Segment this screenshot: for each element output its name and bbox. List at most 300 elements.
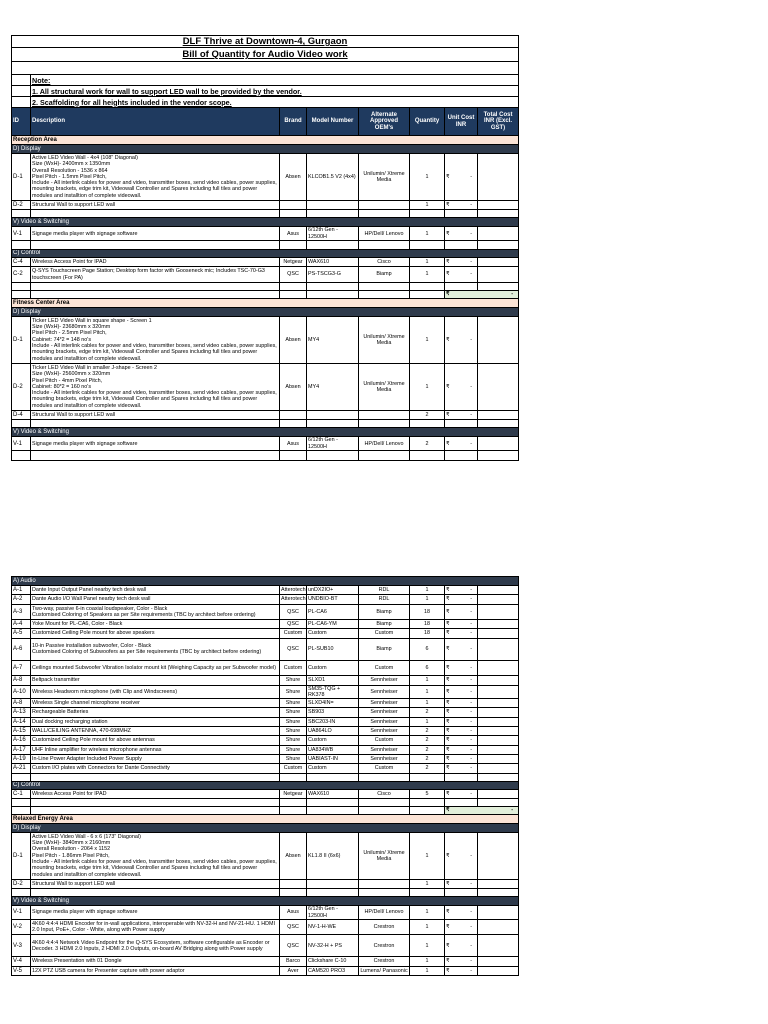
amount-dash: -: [470, 412, 472, 419]
amount-dash: -: [470, 664, 472, 671]
item-brand: Shure: [280, 745, 307, 754]
item-unit-cost: [445, 745, 478, 754]
currency-symbol: ₹: [446, 688, 450, 695]
item-alternate-oem: Crestron: [359, 919, 410, 935]
item-brand: Aver: [280, 966, 307, 975]
item-alternate-oem: Sennheiser: [359, 717, 410, 726]
item-model: UABIAST-IN: [307, 754, 359, 763]
item-description: [31, 227, 280, 241]
currency-symbol: ₹: [446, 942, 450, 949]
col-description: Description: [31, 108, 280, 136]
item-row: [12, 227, 519, 241]
item-alternate-oem: HP/Dell/ Lenovo: [359, 437, 410, 451]
description-line: Include - All interlink cables for power and video, transmitter boxes, send video cables, power supplies, mounting brackets, edge trim kit, Videowall Controller and Spares including full tiles and power modules and installtion of complete videowall.: [32, 180, 277, 199]
item-quantity: 1: [410, 966, 445, 975]
item-alternate-oem: RDL: [359, 595, 410, 604]
item-id: D-2: [12, 879, 31, 888]
item-brand: QSC: [280, 267, 307, 283]
amount-dash: -: [470, 688, 472, 695]
item-id: C-2: [12, 267, 31, 283]
amount-dash: -: [470, 765, 472, 772]
description-line: Include - All interlink cables for power and video, transmitter boxes, send video cables, power supplies, mounting brackets, edge trim kit, Videowall Controller and Spares including full tiles and power modules and installtion of complete videowall.: [32, 859, 277, 878]
item-brand: Absen: [280, 316, 307, 363]
item-alternate-oem: Unilumin/ Xtreme Media: [359, 316, 410, 363]
item-unit-cost: [445, 267, 478, 283]
item-quantity: 18: [410, 629, 445, 638]
item-alternate-oem: [359, 201, 410, 210]
item-brand: Shure: [280, 676, 307, 685]
item-unit-cost: [445, 629, 478, 638]
item-model: Clickshare C-10: [307, 957, 359, 966]
item-id: A-3: [12, 604, 31, 620]
item-unit-cost: [445, 789, 478, 798]
description-line: Two-way, passive 6-in coaxial loudspeaker, Color - Black: [32, 605, 168, 612]
item-quantity: 6: [410, 638, 445, 660]
description-line: Q-SYS Touchscreen Page Station; Desktop form factor with Gooseneck mic; Includes TSC-70-G3 touchscreen (For PA): [32, 268, 265, 281]
description-line: Ticker LED Video Wall in square shape - Screen 1: [32, 317, 152, 324]
category-control-label: C) Control: [12, 781, 519, 789]
blank-row: [12, 450, 519, 460]
item-row: [12, 595, 519, 604]
item-brand: Barco: [280, 957, 307, 966]
item-brand: Netgear: [280, 789, 307, 798]
item-description: [31, 685, 280, 699]
currency-symbol: ₹: [446, 230, 450, 237]
item-unit-cost: [445, 411, 478, 420]
currency-symbol: ₹: [446, 709, 450, 716]
item-quantity: 1: [410, 201, 445, 210]
item-brand: Shure: [280, 699, 307, 708]
currency-symbol: ₹: [446, 923, 450, 930]
item-description: [31, 727, 280, 736]
col-model: Model Number: [307, 108, 359, 136]
col-unit-cost: Unit Cost INR: [445, 108, 478, 136]
description-line: Cabinet: 80*2 = 160 no's: [32, 383, 92, 390]
item-brand: QSC: [280, 620, 307, 629]
item-model: 6/12th Gen - 12500H: [307, 906, 359, 920]
item-description: [31, 832, 280, 879]
description-line: Wireless Access Point for IPAD: [32, 790, 107, 797]
currency-symbol: ₹: [446, 909, 450, 916]
item-unit-cost: [445, 316, 478, 363]
amount-dash: -: [470, 677, 472, 684]
currency-symbol: ₹: [446, 852, 450, 859]
item-description: [31, 935, 280, 957]
item-brand: QSC: [280, 935, 307, 957]
item-row: [12, 919, 519, 935]
category-display: [12, 307, 519, 316]
col-alternate: Alternate Approved OEM's: [359, 108, 410, 136]
description-line: Pixel Pitch - 1.86mm Pixel Pitch,: [32, 852, 110, 859]
item-model: SLXD4IN=: [307, 699, 359, 708]
item-brand: Absen: [280, 363, 307, 410]
item-id: A-17: [12, 745, 31, 754]
currency-symbol: ₹: [446, 630, 450, 637]
currency-symbol: ₹: [446, 746, 450, 753]
item-alternate-oem: Lumens/ Panasonic: [360, 967, 408, 974]
item-id: D-1: [12, 832, 31, 879]
item-id: A-13: [12, 708, 31, 717]
item-quantity: 2: [410, 411, 445, 420]
item-alternate-oem: Sennheiser: [359, 727, 410, 736]
amount-dash: -: [470, 440, 472, 447]
currency-symbol: ₹: [446, 967, 450, 974]
item-row: [12, 879, 519, 888]
currency-symbol: ₹: [446, 258, 450, 265]
item-model: KL1.8 II (6x6): [307, 832, 359, 879]
col-total-cost: Total Cost INR (Excl. GST): [478, 108, 519, 136]
currency-symbol: ₹: [446, 646, 450, 653]
item-brand: Shure: [280, 727, 307, 736]
item-alternate-oem: HP/Dell/ Lenovo: [359, 906, 410, 920]
subtotal-row: [12, 806, 519, 814]
item-id: D-2: [12, 363, 31, 410]
item-row: [12, 154, 519, 201]
item-row: [12, 764, 519, 773]
blank-row: [12, 210, 519, 218]
item-row: [12, 727, 519, 736]
category-audio-label: A) Audio: [12, 577, 519, 586]
item-alternate-oem: Sennheiser: [359, 699, 410, 708]
item-quantity: 1: [410, 832, 445, 879]
currency-symbol: ₹: [446, 596, 450, 603]
item-id: C-1: [12, 789, 31, 798]
category-audio: [12, 577, 519, 586]
amount-dash: -: [470, 737, 472, 744]
item-brand: Netgear: [280, 257, 307, 266]
description-line: Wireless Presentation with 01 Dongle: [32, 958, 122, 965]
amount-dash: -: [470, 700, 472, 707]
item-id: A-16: [12, 736, 31, 745]
item-brand: Custom: [280, 660, 307, 676]
item-brand: Atterotech: [281, 596, 306, 603]
currency-symbol: ₹: [446, 880, 450, 887]
currency-symbol: ₹: [446, 412, 450, 419]
description-line: Dante Input Output Panel nearby tech desk wall: [32, 587, 147, 593]
category-video: [12, 428, 519, 437]
item-brand: Shure: [280, 736, 307, 745]
description-line: Structural Wall to support LED wall: [32, 412, 116, 419]
item-alternate-oem: Sennheiser: [359, 708, 410, 717]
currency-symbol: ₹: [446, 677, 450, 684]
description-line: Yoke Mount for PL-CA6, Color - Black: [32, 621, 123, 628]
item-description: [31, 363, 280, 410]
description-line: Size (WxH)- 2400mm x 1350mm: [32, 161, 111, 168]
amount-dash: -: [470, 909, 472, 916]
item-alternate-oem: Biamp: [359, 604, 410, 620]
item-id: A-7: [12, 660, 31, 676]
item-quantity: 2: [410, 437, 445, 451]
category-video-label: V) Video & Switching: [12, 218, 519, 227]
item-id: A-21: [12, 764, 31, 773]
item-id: V-2: [12, 919, 31, 935]
item-description: [31, 154, 280, 201]
description-line: Active LED Video Wall - 6 x 6 (173" Diagonal): [32, 833, 141, 840]
item-brand: QSC: [280, 638, 307, 660]
area-header-reception-label: Reception Area: [12, 136, 519, 145]
amount-dash: -: [470, 923, 472, 930]
item-brand: Absen: [280, 154, 307, 201]
amount-dash: -: [470, 755, 472, 762]
item-row: [12, 966, 519, 975]
item-quantity: 6: [410, 660, 445, 676]
currency-symbol: ₹: [446, 807, 450, 814]
item-id: V-1: [12, 906, 31, 920]
item-brand: Asus: [280, 906, 307, 920]
column-header-row: [12, 108, 519, 136]
description-line: UHF Inline amplifier for wireless microphone antennas: [32, 746, 162, 753]
item-unit-cost: [445, 754, 478, 763]
item-quantity: 2: [410, 764, 445, 773]
item-unit-cost: [445, 586, 478, 595]
description-line: Custom I/O plates with Connectors for Dante Connectivity: [32, 765, 170, 772]
amount-dash: -: [470, 587, 472, 593]
item-model: Custom: [307, 629, 359, 638]
item-model: Custom: [307, 660, 359, 676]
item-description: [31, 629, 280, 638]
item-alternate-oem: [359, 411, 410, 420]
category-control: [12, 781, 519, 789]
category-control: [12, 249, 519, 257]
subtotal-row: [12, 290, 519, 298]
item-description: [31, 736, 280, 745]
blank-row: [12, 240, 519, 249]
item-description: [31, 201, 280, 210]
description-line: Pixel Pitch - 1.5mm Pixel Pitch,: [32, 173, 107, 180]
item-unit-cost: [445, 201, 478, 210]
subtotal-amount: [445, 290, 519, 298]
item-row: [12, 906, 519, 920]
amount-dash: -: [470, 621, 472, 628]
currency-symbol: ₹: [446, 440, 450, 447]
item-model: PL-CA6: [307, 604, 359, 620]
category-video: [12, 218, 519, 227]
item-alternate-oem: RDL: [359, 586, 410, 595]
description-line: Beltpack transmitter: [32, 677, 80, 684]
currency-symbol: ₹: [446, 202, 450, 209]
item-description: [31, 411, 280, 420]
note-2: 2. Scaffolding for all heights included in the vendor scope.: [31, 97, 519, 108]
item-unit-cost: [445, 257, 478, 266]
blank-row: [12, 282, 519, 290]
item-quantity: 1: [410, 227, 445, 241]
item-quantity: 1: [410, 957, 445, 966]
item-quantity: 1: [410, 879, 445, 888]
item-quantity: 1: [410, 699, 445, 708]
item-unit-cost: [445, 154, 478, 201]
description-line: Rechargeable Batteries: [32, 709, 89, 716]
item-description: [31, 660, 280, 676]
col-quantity: Quantity: [410, 108, 445, 136]
item-model: SM35-TQG + RK378: [307, 685, 359, 699]
item-quantity: 5: [410, 789, 445, 798]
item-id: C-4: [12, 257, 31, 266]
item-id: D-4: [12, 411, 31, 420]
item-brand: QSC: [280, 919, 307, 935]
item-quantity: 2: [410, 708, 445, 717]
item-id: D-1: [12, 154, 31, 201]
area-header-fitness-label: Fitness Center Area: [12, 298, 519, 307]
item-row: [12, 935, 519, 957]
item-unit-cost: [445, 604, 478, 620]
item-row: [12, 620, 519, 629]
description-line: Cabinet: 74*2 = 148 no's: [32, 336, 92, 343]
currency-symbol: ₹: [446, 958, 450, 965]
item-id: V-5: [12, 966, 31, 975]
item-row: [12, 411, 519, 420]
item-description: [31, 316, 280, 363]
item-model: SLXD1: [307, 676, 359, 685]
item-brand: Asus: [280, 227, 307, 241]
item-id: V-1: [12, 227, 31, 241]
area-header-reception: [12, 136, 519, 145]
category-video: [12, 897, 519, 906]
item-description: [31, 879, 280, 888]
item-description: [31, 745, 280, 754]
item-unit-cost: [445, 879, 478, 888]
amount-dash: -: [470, 718, 472, 725]
amount-dash: -: [470, 630, 472, 637]
item-model: SBC203-IN: [307, 717, 359, 726]
item-description: [31, 764, 280, 773]
item-quantity: 1: [410, 676, 445, 685]
item-description: [31, 676, 280, 685]
item-brand: Custom: [280, 629, 307, 638]
item-quantity: 1: [410, 906, 445, 920]
item-quantity: 1: [410, 267, 445, 283]
currency-symbol: ₹: [446, 587, 450, 593]
description-line: Dual docking recharging station: [32, 718, 108, 725]
item-row: [12, 363, 519, 410]
item-description: [31, 789, 280, 798]
amount-dash: -: [511, 807, 514, 814]
description-line: Ticker LED Video Wall in smaller J-shape - Screen 2: [32, 364, 158, 371]
item-description: [31, 257, 280, 266]
amount-dash: -: [470, 746, 472, 753]
item-row: [12, 257, 519, 266]
item-row: [12, 604, 519, 620]
currency-symbol: ₹: [446, 755, 450, 762]
currency-symbol: ₹: [446, 737, 450, 744]
item-unit-cost: [445, 638, 478, 660]
currency-symbol: ₹: [446, 728, 450, 735]
item-alternate-oem: Crestron: [359, 957, 410, 966]
description-line: Active LED Video Wall - 4x4 (108" Diagonal): [32, 155, 138, 161]
item-quantity: 1: [410, 316, 445, 363]
item-row: [12, 316, 519, 363]
item-row: [12, 708, 519, 717]
item-quantity: 18: [410, 604, 445, 620]
item-quantity: 2: [410, 736, 445, 745]
description-line: Include - All interlink cables for power and video, transmitter boxes, send video cables, power supplies, mounting brackets, edge trim kit, Videowall Controller and Spares including full tiles and power modules and installtion of complete videowall.: [32, 390, 277, 409]
item-description: [31, 754, 280, 763]
item-description: [31, 437, 280, 451]
item-id: A-8: [12, 676, 31, 685]
blank-row: [12, 773, 519, 781]
description-line: Customised Coloring of Subwoofers as per Site requirements (TBC by architect before ordering): [32, 649, 262, 656]
item-unit-cost: [445, 935, 478, 957]
item-alternate-oem: Sennheiser: [359, 754, 410, 763]
item-description: [31, 638, 280, 660]
item-description: [31, 906, 280, 920]
item-id: D-2: [12, 201, 31, 210]
currency-symbol: ₹: [446, 173, 450, 180]
item-quantity: 18: [410, 620, 445, 629]
item-row: [12, 437, 519, 451]
description-line: Wireless Single channel microphone receiver: [32, 700, 140, 707]
item-unit-cost: [445, 957, 478, 966]
item-model: MY4: [307, 363, 359, 410]
area-header-fitness: [12, 298, 519, 307]
item-row: [12, 201, 519, 210]
item-brand: [280, 411, 307, 420]
item-alternate-oem: Biamp: [359, 638, 410, 660]
item-brand: Shure: [280, 708, 307, 717]
currency-symbol: ₹: [446, 700, 450, 707]
item-unit-cost: [445, 437, 478, 451]
item-unit-cost: [445, 764, 478, 773]
item-id: A-1: [12, 586, 31, 595]
item-unit-cost: [445, 708, 478, 717]
item-brand: Shure: [280, 685, 307, 699]
item-alternate-oem: Unilumin/ Xtreme Media: [359, 363, 410, 410]
currency-symbol: ₹: [446, 790, 450, 797]
description-line: Pixel Pitch - 2.5mm Pixel Pitch,: [32, 330, 107, 337]
item-unit-cost: [445, 966, 478, 975]
item-description: [31, 957, 280, 966]
item-model: NV-32-H + PS: [307, 935, 359, 957]
item-alternate-oem: Cisco: [359, 789, 410, 798]
description-line: Signage media player with signage software: [32, 440, 138, 447]
item-alternate-oem: Sennheiser: [359, 676, 410, 685]
item-row: [12, 660, 519, 676]
item-unit-cost: [445, 727, 478, 736]
description-line: 4K60 4:4:4 HDMI Encoder for in-wall applications, interoperable with NV-32-H and NV-21-HU. 1 HDMI 2.0 Input, PoE+, Color - White, along with Power supply: [32, 920, 275, 934]
item-alternate-oem: Crestron: [359, 935, 410, 957]
item-quantity: 1: [410, 586, 445, 595]
amount-dash: -: [470, 336, 472, 343]
item-description: [31, 604, 280, 620]
amount-dash: -: [511, 291, 514, 298]
item-description: [31, 595, 280, 604]
item-description: [31, 708, 280, 717]
item-row: [12, 638, 519, 660]
item-brand: Absen: [280, 832, 307, 879]
category-video-label: V) Video & Switching: [12, 428, 519, 437]
item-quantity: 2: [410, 745, 445, 754]
item-unit-cost: [445, 676, 478, 685]
item-description: [31, 267, 280, 283]
note-1: 1. All structural work for wall to support LED wall to be provided by the vendor.: [31, 86, 519, 97]
item-unit-cost: [445, 832, 478, 879]
item-brand: Asus: [280, 437, 307, 451]
description-line: Customized Ceiling Pole mount for above speakers: [32, 630, 155, 637]
item-id: A-8: [12, 699, 31, 708]
description-line: Customized Ceiling Pole mount for above antennas: [32, 737, 155, 744]
category-display-label: D) Display: [12, 307, 519, 316]
item-model: [307, 879, 359, 888]
amount-dash: -: [470, 967, 472, 974]
subtotal-amount: [445, 806, 519, 814]
item-model: Custom: [307, 736, 359, 745]
item-description: [31, 966, 280, 975]
currency-symbol: ₹: [446, 621, 450, 628]
item-id: V-3: [12, 935, 31, 957]
item-row: [12, 676, 519, 685]
item-model: 6/12th Gen - 12500H: [307, 227, 359, 241]
description-line: Ceilings mounted Subwoofer Vibration Isolator mount kit (Weighing Capacity as per Subwoofer model): [32, 664, 277, 671]
description-line: Wireless Headworn microphone (with Clip and Windscreens): [32, 688, 178, 695]
